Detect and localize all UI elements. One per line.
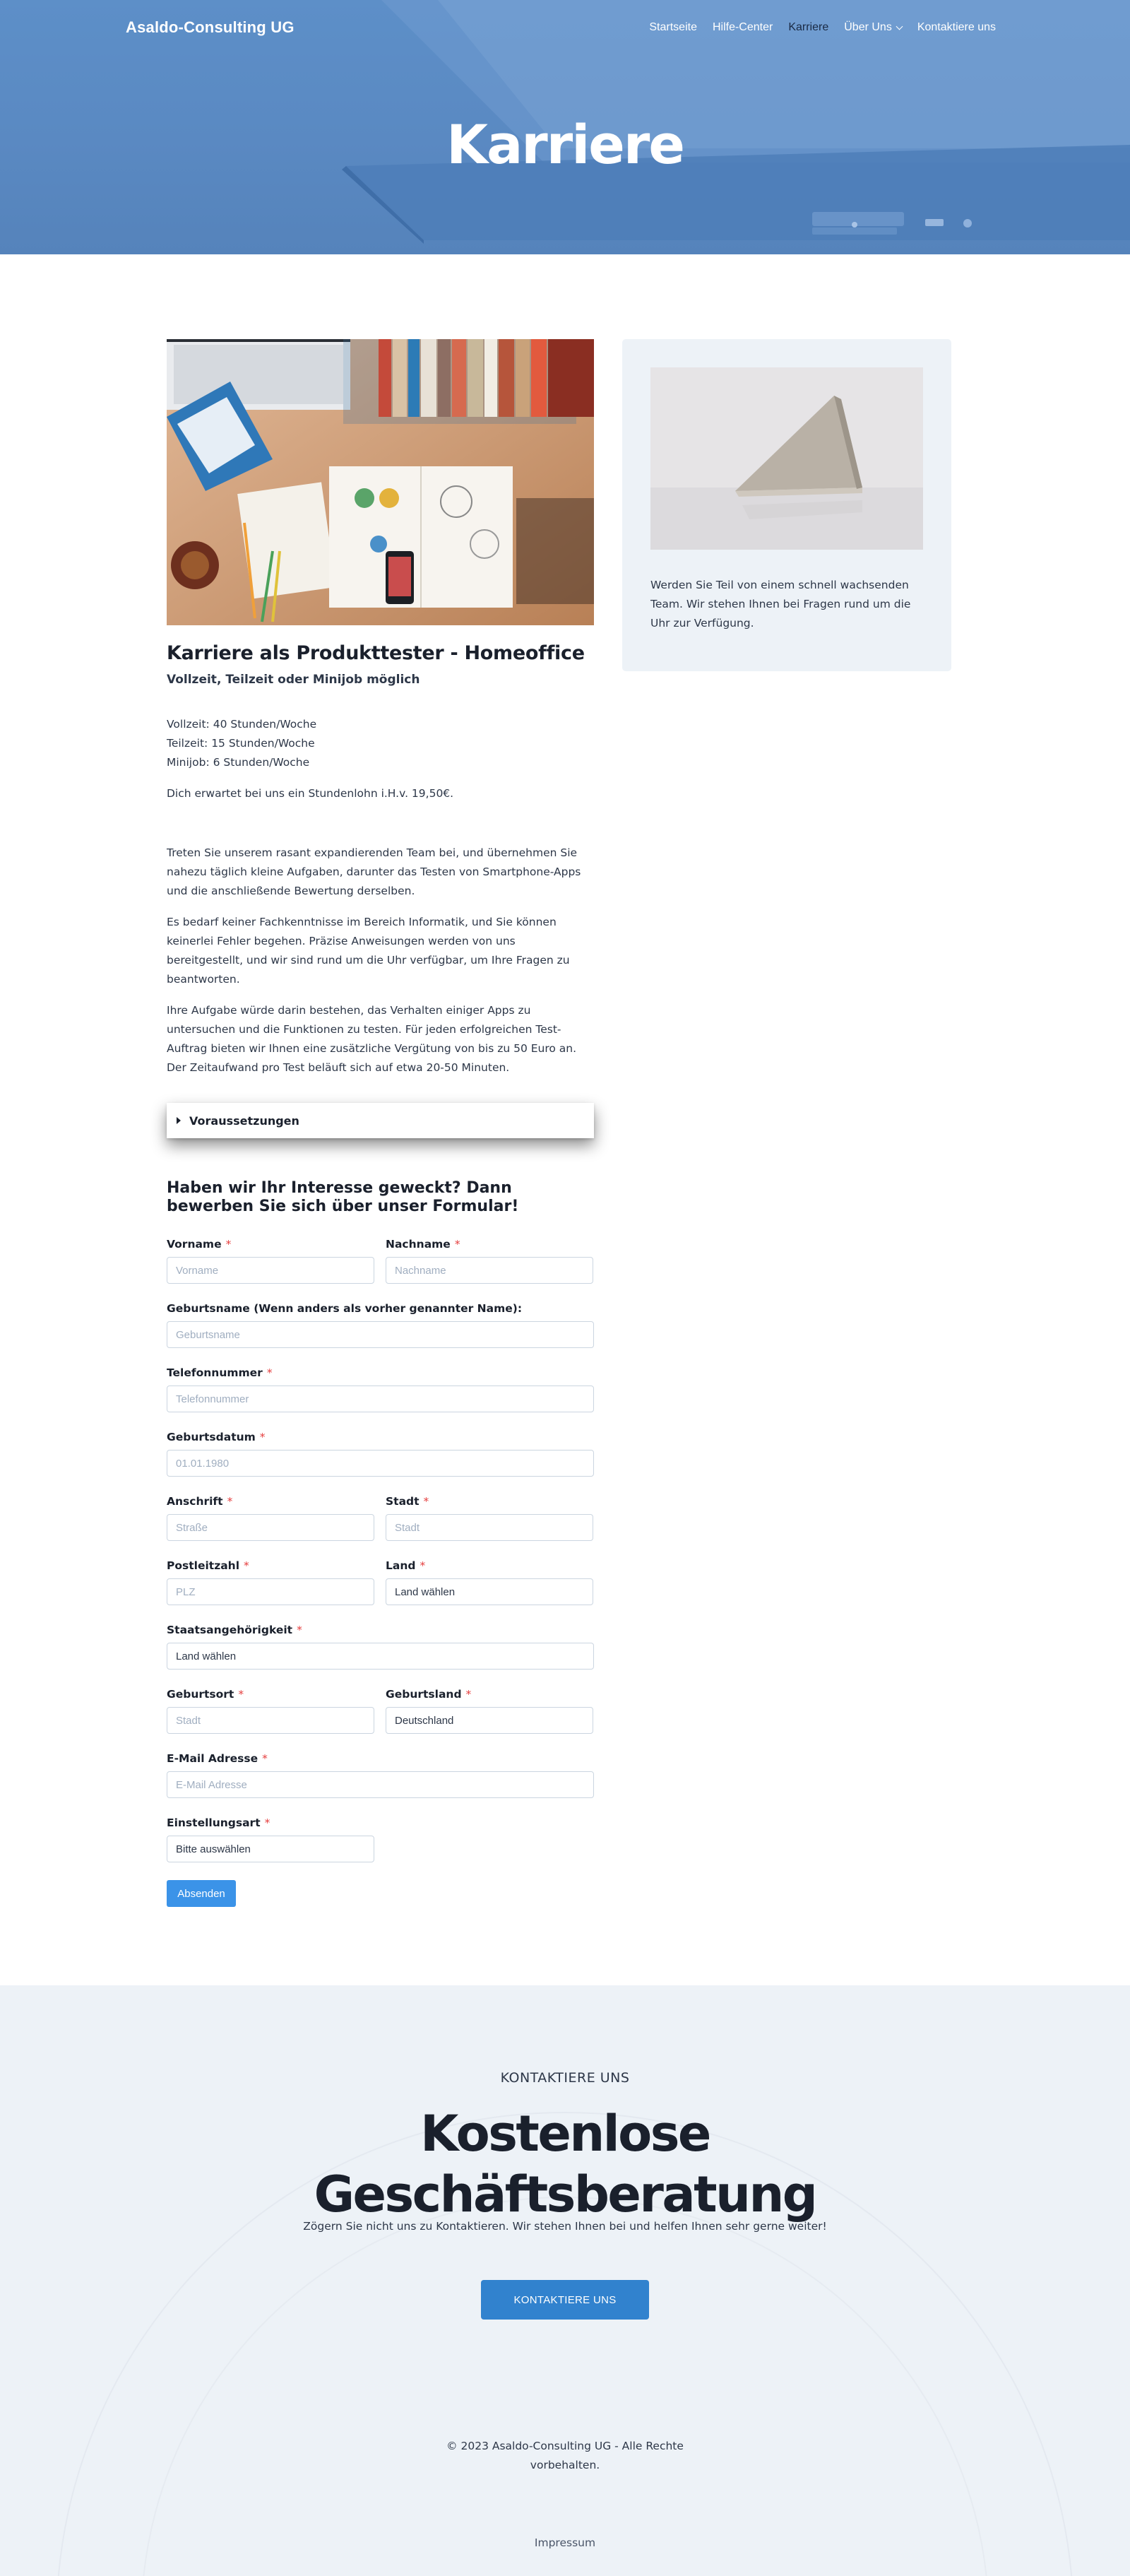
requirements-accordion[interactable] bbox=[167, 1103, 594, 1138]
footer-links bbox=[0, 2536, 1130, 2549]
cta-title-line1: Kostenlose bbox=[420, 2105, 710, 2163]
telefon-label: Telefonnummer * bbox=[167, 1366, 273, 1379]
hours-minijob: Minijob: 6 Stunden/Woche bbox=[167, 756, 310, 769]
job-description-3: Ihre Aufgabe würde darin bestehen, das Verhalten einiger Apps zu untersuchen und die Funktionen zu testen. Für jeden erfolgreichen Test-Auftrag bieten wir Ihnen eine zusätzliche Vergütung von bis zu 50 Euro an. Der Zeitaufwand pro Test beläuft sich auf etwa 20-50 Minuten. bbox=[167, 1004, 577, 1074]
staatsangehoerigkeit-label: Staatsangehörigkeit * bbox=[167, 1624, 302, 1636]
geburtsort-input[interactable] bbox=[167, 1707, 374, 1734]
nav-item-ueber-uns[interactable] bbox=[844, 21, 902, 34]
geburtsland-label: Geburtsland * bbox=[386, 1688, 472, 1701]
contact-button[interactable]: KONTAKTIERE UNS bbox=[481, 2280, 649, 2320]
hero-header bbox=[0, 0, 1130, 254]
impressum-link[interactable]: Impressum bbox=[534, 2536, 596, 2549]
contact-cta-section bbox=[0, 1985, 1130, 2576]
desk-workspace-image bbox=[167, 339, 594, 625]
nav-item-hilfe-center[interactable]: Hilfe-Center bbox=[712, 21, 773, 33]
page-title: Karriere bbox=[446, 113, 684, 176]
laptop-image bbox=[650, 367, 923, 550]
geburtsname-input[interactable] bbox=[167, 1321, 594, 1348]
geburtsdatum-input[interactable] bbox=[167, 1450, 594, 1477]
submit-button[interactable]: Absenden bbox=[167, 1880, 236, 1907]
sidebar-text: Werden Sie Teil von einem schnell wachsenden Team. Wir stehen Ihnen bei Fragen rund um die Uhr zur Verfügung. bbox=[650, 579, 911, 630]
plz-label: Postleitzahl * bbox=[167, 1559, 249, 1572]
hours-vollzeit: Vollzeit: 40 Stunden/Woche bbox=[167, 718, 317, 731]
stadt-label: Stadt * bbox=[386, 1495, 429, 1508]
hourly-wage-text: Dich erwartet bei uns ein Stundenlohn i.H.v. 19,50€. bbox=[167, 787, 454, 800]
telefon-input[interactable] bbox=[167, 1386, 594, 1412]
main-content bbox=[0, 254, 1130, 1985]
geburtsort-label: Geburtsort * bbox=[167, 1688, 244, 1701]
job-subtitle: Vollzeit, Teilzeit oder Minijob möglich bbox=[167, 673, 420, 687]
job-section bbox=[167, 339, 594, 1907]
email-input[interactable] bbox=[167, 1771, 594, 1798]
work-hours-list bbox=[167, 715, 594, 772]
application-form bbox=[167, 1237, 594, 1907]
geburtsdatum-label: Geburtsdatum * bbox=[167, 1431, 266, 1443]
email-label: E-Mail Adresse * bbox=[167, 1752, 268, 1765]
chevron-down-icon bbox=[896, 23, 903, 30]
cta-text: Zögern Sie nicht uns zu Kontaktieren. Wir stehen Ihnen bei und helfen Ihnen sehr gerne weiter! bbox=[303, 2220, 827, 2233]
nav-item-karriere[interactable]: Karriere bbox=[788, 21, 829, 33]
job-description-1: Treten Sie unserem rasant expandierenden Team bei, und übernehmen Sie nahezu täglich kleine Aufgaben, darunter das Testen von Smartphone-Apps und die anschließende Bewertung derselben. bbox=[167, 846, 581, 897]
caret-right-icon bbox=[177, 1117, 181, 1124]
staatsangehoerigkeit-select[interactable]: Land wählen bbox=[167, 1643, 594, 1670]
job-title: Karriere als Produkttester - Homeoffice bbox=[167, 642, 585, 664]
geburtsname-label: Geburtsname (Wenn anders als vorher genannter Name): bbox=[167, 1302, 523, 1315]
geburtsland-select[interactable]: Deutschland bbox=[386, 1707, 593, 1734]
land-select[interactable]: Land wählen bbox=[386, 1578, 593, 1605]
nav-item-startseite[interactable]: Startseite bbox=[649, 21, 697, 33]
sidebar-card bbox=[622, 339, 951, 671]
nav-item-kontakt[interactable]: Kontaktiere uns bbox=[917, 21, 996, 33]
cta-title-line2: Geschäftsberatung bbox=[314, 2166, 816, 2223]
hours-teilzeit: Teilzeit: 15 Stunden/Woche bbox=[167, 737, 315, 750]
vorname-input[interactable] bbox=[167, 1257, 374, 1284]
anschrift-label: Anschrift * bbox=[167, 1495, 233, 1508]
cta-title bbox=[0, 2103, 1130, 2225]
requirements-accordion-label: Voraussetzungen bbox=[189, 1113, 299, 1128]
land-label: Land * bbox=[386, 1559, 426, 1572]
einstellungsart-select[interactable]: Bitte auswählen bbox=[167, 1836, 374, 1862]
nav-menu bbox=[649, 21, 996, 34]
application-form-heading: Haben wir Ihr Interesse geweckt? Dann bewerben Sie sich über unser Formular! bbox=[167, 1179, 519, 1215]
vorname-label: Vorname * bbox=[167, 1238, 232, 1251]
site-logo[interactable]: Asaldo-Consulting UG bbox=[126, 18, 295, 36]
main-nav bbox=[0, 0, 1130, 57]
copyright-text: © 2023 Asaldo-Consulting UG - Alle Rechte vorbehalten. bbox=[446, 2440, 684, 2471]
nachname-input[interactable] bbox=[386, 1257, 593, 1284]
cta-eyebrow: KONTAKTIERE UNS bbox=[500, 2070, 630, 2086]
nav-item-ueber-uns-label: Über Uns bbox=[844, 21, 892, 33]
job-description-2: Es bedarf keiner Fachkenntnisse im Bereich Informatik, und Sie können keinerlei Fehler begehen. Präzise Anweisungen werden von uns bereitgestellt, und wir sind rund um die Uhr verfügbar, um Ihre Fragen zu beantworten. bbox=[167, 916, 570, 986]
nachname-label: Nachname * bbox=[386, 1238, 460, 1251]
plz-input[interactable] bbox=[167, 1578, 374, 1605]
einstellungsart-label: Einstellungsart * bbox=[167, 1816, 270, 1829]
stadt-input[interactable] bbox=[386, 1514, 593, 1541]
strasse-input[interactable] bbox=[167, 1514, 374, 1541]
